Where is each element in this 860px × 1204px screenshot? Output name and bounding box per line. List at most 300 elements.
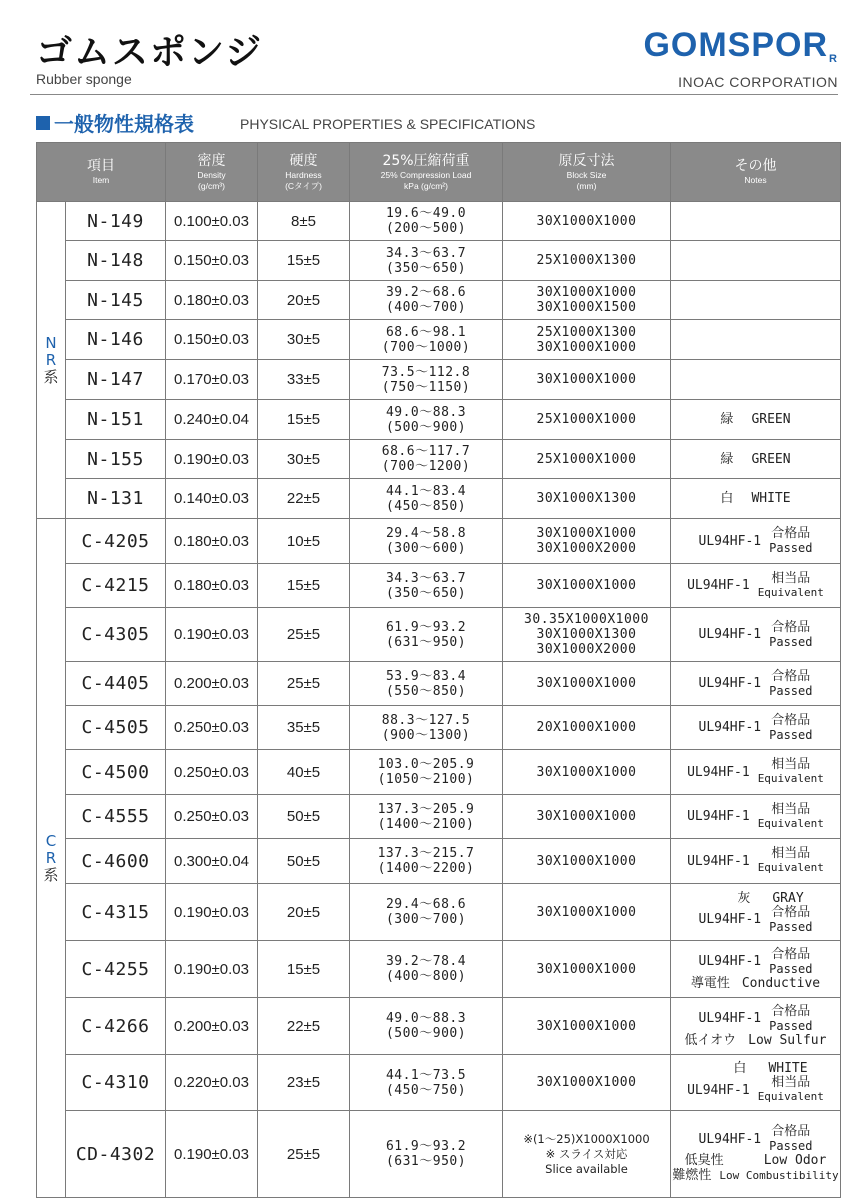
cell-block-size	[503, 750, 671, 795]
ul-rating: UL94HF-1	[687, 1082, 750, 1098]
notes-line	[671, 1005, 840, 1033]
cell-item: N-145	[66, 281, 166, 320]
cell-notes	[671, 1055, 841, 1111]
cell-block-size	[503, 1055, 671, 1111]
cell-item: C-4505	[66, 706, 166, 750]
notes-line	[671, 714, 840, 742]
cell-hardness: 30±5	[258, 320, 350, 360]
cell-notes	[671, 884, 841, 941]
section-title-en: PHYSICAL PROPERTIES & SPECIFICATIONS	[240, 116, 536, 132]
grade-jp: 合格品	[771, 619, 811, 635]
grade-label	[769, 1125, 812, 1153]
load-value: (400～700)	[385, 300, 467, 315]
load-value: 61.9～93.2	[385, 619, 467, 635]
cell-block-size	[503, 564, 671, 608]
cell-hardness: 8±5	[258, 202, 350, 241]
grade-jp: 相当品	[771, 846, 811, 861]
color-en: GREEN	[751, 412, 791, 427]
cell-density: 0.220±0.03	[166, 1055, 258, 1111]
table-row	[37, 839, 841, 884]
size-value: 30X1000X1300	[536, 627, 637, 642]
cell-density: 0.140±0.03	[166, 479, 258, 519]
combustibility-en: Low Combustibility	[719, 1169, 839, 1182]
size-value: 30X1000X1500	[536, 300, 637, 315]
cell-hardness: 25±5	[258, 1111, 350, 1198]
cell-density: 0.150±0.03	[166, 320, 258, 360]
cell-compression-load	[350, 706, 503, 750]
grade-label	[758, 758, 824, 786]
cell-hardness: 50±5	[258, 839, 350, 884]
cell-item: N-151	[66, 400, 166, 440]
grade-en: Equivalent	[757, 816, 824, 830]
notes-line	[671, 1076, 840, 1104]
cell-item: C-4315	[66, 884, 166, 941]
notes-line	[671, 803, 840, 831]
grade-jp: 合格品	[771, 712, 811, 728]
cell-block-size	[503, 1111, 671, 1198]
table-row	[37, 706, 841, 750]
registered-mark: R	[829, 53, 838, 65]
group-kanji: 系	[43, 367, 59, 386]
notes-line	[671, 1125, 840, 1153]
cell-block-size	[503, 839, 671, 884]
cell-block-size	[503, 400, 671, 440]
size-value: 20X1000X1000	[536, 720, 637, 735]
grade-jp: 合格品	[771, 1003, 811, 1019]
property-en: Low Sulfur	[748, 1032, 827, 1048]
table-row	[37, 884, 841, 941]
table-row	[37, 1055, 841, 1111]
cell-density: 0.250±0.03	[166, 750, 258, 795]
grade-jp: 合格品	[771, 946, 811, 962]
grade-en: Passed	[769, 634, 813, 649]
notes-line	[671, 1168, 840, 1183]
cell-item: N-149	[66, 202, 166, 241]
grade-en: Equivalent	[757, 1090, 824, 1103]
ul-rating: UL94HF-1	[687, 809, 750, 824]
grade-en: Passed	[769, 727, 813, 742]
col-header-compression: 25%圧縮荷重 25% Compression Load kPa (g/cm²)	[350, 143, 503, 202]
color-jp: 緑	[720, 412, 734, 427]
size-value: 30X1000X2000	[536, 541, 637, 556]
cell-notes	[671, 795, 841, 839]
cell-compression-load	[350, 941, 503, 998]
cell-notes	[671, 241, 841, 281]
cell-compression-load	[350, 519, 503, 564]
cell-notes	[671, 440, 841, 479]
grade-label	[758, 847, 824, 875]
load-value: 137.3～215.7	[377, 846, 475, 861]
ul-rating: UL94HF-1	[698, 954, 762, 969]
load-value: (350～650)	[385, 260, 467, 276]
cell-notes	[671, 750, 841, 795]
cell-hardness: 15±5	[258, 941, 350, 998]
load-value: 103.0～205.9	[377, 757, 475, 772]
cell-density: 0.150±0.03	[166, 241, 258, 281]
table-row	[37, 1111, 841, 1198]
table-row	[37, 320, 841, 360]
size-value: 30X1000X1000	[536, 809, 637, 824]
table-row	[37, 241, 841, 281]
size-value: 30X1000X1000	[536, 526, 637, 541]
ul-rating: UL94HF-1	[698, 676, 762, 691]
cell-item: C-4215	[66, 564, 166, 608]
load-value: 29.4～58.8	[385, 526, 467, 541]
size-value: 25X1000X1000	[536, 412, 637, 427]
color-jp: 灰	[737, 890, 751, 906]
notes-line	[671, 527, 840, 555]
load-value: (1400～2200)	[377, 861, 475, 876]
grade-en: Equivalent	[757, 861, 824, 874]
table-row	[37, 662, 841, 706]
ul-rating: UL94HF-1	[687, 853, 750, 869]
table-header-row	[37, 143, 841, 202]
cell-density: 0.180±0.03	[166, 564, 258, 608]
color-jp: 白	[733, 1061, 747, 1076]
cell-compression-load	[350, 795, 503, 839]
load-value: 34.3～63.7	[385, 570, 467, 586]
section-title-jp: 一般物性規格表	[54, 112, 194, 136]
load-value: (300～600)	[385, 541, 467, 556]
ul-rating: UL94HF-1	[698, 1131, 762, 1147]
size-value: 25X1000X1300	[536, 324, 637, 340]
cell-density: 0.190±0.03	[166, 440, 258, 479]
cell-density: 0.190±0.03	[166, 608, 258, 662]
cell-hardness: 25±5	[258, 662, 350, 706]
cell-hardness: 15±5	[258, 564, 350, 608]
cell-notes	[671, 479, 841, 519]
cell-compression-load	[350, 662, 503, 706]
header-divider	[30, 94, 838, 95]
grade-en: Passed	[769, 961, 813, 976]
ul-rating: UL94HF-1	[698, 627, 762, 642]
load-value: (200～500)	[385, 221, 467, 236]
cell-block-size	[503, 519, 671, 564]
load-value: (500～900)	[385, 1026, 467, 1041]
notes-line	[671, 847, 840, 875]
cell-item: C-4405	[66, 662, 166, 706]
cell-item: C-4600	[66, 839, 166, 884]
notes-line	[671, 948, 840, 976]
table-row	[37, 202, 841, 241]
size-value: 30X1000X1000	[536, 961, 637, 977]
brand-name: GOMSPOR	[643, 26, 829, 64]
cell-density: 0.300±0.04	[166, 839, 258, 884]
cell-notes	[671, 608, 841, 662]
cell-notes	[671, 662, 841, 706]
notes-line	[671, 891, 840, 906]
notes-line	[671, 758, 840, 786]
cell-block-size	[503, 608, 671, 662]
load-value: (631～950)	[385, 634, 467, 650]
cell-compression-load	[350, 1055, 503, 1111]
group-kanji: 系	[43, 865, 59, 884]
cell-item: CD-4302	[66, 1111, 166, 1198]
cell-item: C-4500	[66, 750, 166, 795]
property-jp: 導電性	[690, 975, 730, 991]
combustibility-jp: 難燃性	[672, 1168, 712, 1183]
cell-compression-load	[350, 839, 503, 884]
load-value: 49.0～88.3	[385, 1011, 467, 1026]
grade-label	[758, 803, 824, 831]
cell-density: 0.190±0.03	[166, 941, 258, 998]
odor-jp: 低臭性	[684, 1153, 724, 1168]
cell-block-size	[503, 998, 671, 1055]
table-row	[37, 479, 841, 519]
size-value: 30X1000X1000	[536, 1018, 637, 1034]
cell-hardness: 22±5	[258, 998, 350, 1055]
size-note: ※ スライス対応	[545, 1146, 628, 1161]
cell-block-size	[503, 884, 671, 941]
size-value: 25X1000X1000	[536, 451, 637, 467]
col-header-item: 項目 Item	[37, 143, 166, 202]
load-value: (550～850)	[385, 683, 467, 699]
size-value: 30X1000X1000	[536, 853, 637, 869]
load-value: 88.3～127.5	[381, 712, 471, 728]
table-row	[37, 750, 841, 795]
table-row	[37, 608, 841, 662]
page-subtitle: Rubber sponge	[36, 71, 132, 87]
size-value: 30X1000X1000	[536, 676, 637, 691]
grade-jp: 相当品	[771, 570, 811, 586]
cell-hardness: 35±5	[258, 706, 350, 750]
notes-line	[671, 1153, 840, 1168]
grade-en: Equivalent	[757, 585, 824, 599]
cell-notes	[671, 202, 841, 241]
load-value: (500～900)	[385, 419, 467, 435]
grade-en: Equivalent	[757, 772, 824, 785]
cell-density: 0.100±0.03	[166, 202, 258, 241]
load-value: 68.6～117.7	[381, 444, 471, 459]
load-value: 68.6～98.1	[385, 324, 467, 340]
cell-notes	[671, 998, 841, 1055]
notes-line	[671, 1061, 840, 1076]
size-note: ※(1～25)X1000X1000	[523, 1131, 650, 1146]
load-value: 19.6～49.0	[385, 206, 467, 221]
table-row	[37, 519, 841, 564]
load-value: (1050～2100)	[377, 772, 475, 787]
grade-en: Passed	[769, 541, 813, 555]
load-value: (400～800)	[385, 969, 467, 984]
notes-line	[671, 452, 840, 467]
cell-notes	[671, 941, 841, 998]
cell-density: 0.170±0.03	[166, 360, 258, 400]
cell-hardness: 23±5	[258, 1055, 350, 1111]
spec-table	[36, 142, 841, 1198]
load-value: 49.0～88.3	[385, 404, 467, 420]
size-value: 25X1000X1300	[536, 253, 637, 268]
cell-compression-load	[350, 1111, 503, 1198]
table-row	[37, 564, 841, 608]
table-row	[37, 440, 841, 479]
cell-compression-load	[350, 479, 503, 519]
load-value: (350～650)	[385, 585, 467, 601]
table-row	[37, 281, 841, 320]
cell-block-size	[503, 941, 671, 998]
load-value: 34.3～63.7	[385, 245, 467, 261]
ul-rating: UL94HF-1	[698, 533, 762, 549]
cell-hardness: 50±5	[258, 795, 350, 839]
cell-block-size	[503, 479, 671, 519]
ul-rating: UL94HF-1	[687, 578, 750, 593]
notes-line	[671, 491, 840, 506]
grade-jp: 合格品	[771, 526, 811, 541]
color-en: GRAY	[772, 890, 804, 906]
size-value: 30X1000X2000	[536, 642, 637, 657]
load-value: 39.2～68.6	[385, 285, 467, 300]
notes-line	[671, 906, 840, 934]
load-value: (1400～2100)	[377, 816, 475, 832]
cell-item: N-148	[66, 241, 166, 281]
group-letter: R	[45, 848, 57, 867]
company-name: INOAC CORPORATION	[678, 74, 838, 90]
load-value: 73.5～112.8	[381, 364, 471, 380]
cell-block-size	[503, 320, 671, 360]
cell-block-size	[503, 706, 671, 750]
cell-hardness: 15±5	[258, 400, 350, 440]
grade-jp: 合格品	[771, 1124, 811, 1139]
size-value: 30X1000X1000	[536, 764, 637, 780]
size-value: 30X1000X1000	[536, 372, 637, 387]
notes-line	[671, 976, 840, 991]
grade-en: Passed	[769, 683, 813, 698]
cell-compression-load	[350, 564, 503, 608]
ul-rating: UL94HF-1	[687, 764, 750, 780]
group-label-cr	[37, 519, 66, 1198]
load-value: 44.1～83.4	[385, 483, 467, 499]
table-row	[37, 795, 841, 839]
grade-en: Passed	[769, 1139, 813, 1153]
load-value: (300～700)	[385, 912, 467, 927]
table-row	[37, 360, 841, 400]
size-note: Slice available	[545, 1161, 628, 1176]
cell-item: C-4555	[66, 795, 166, 839]
cell-hardness: 40±5	[258, 750, 350, 795]
cell-item: C-4310	[66, 1055, 166, 1111]
col-header-block-size: 原反寸法 Block Size (mm)	[503, 143, 671, 202]
grade-label	[758, 1076, 824, 1104]
cell-compression-load	[350, 750, 503, 795]
cell-compression-load	[350, 202, 503, 241]
grade-label	[769, 906, 812, 934]
load-value: 44.1～73.5	[385, 1067, 467, 1083]
cell-block-size	[503, 202, 671, 241]
color-en: GREEN	[751, 451, 791, 467]
cell-notes	[671, 320, 841, 360]
table-row	[37, 400, 841, 440]
load-value: 53.9～83.4	[385, 668, 467, 684]
col-header-density: 密度 Density (g/cm³)	[166, 143, 258, 202]
cell-item: N-131	[66, 479, 166, 519]
grade-label	[758, 572, 824, 600]
grade-jp: 合格品	[771, 904, 811, 920]
brand-logo	[643, 26, 838, 65]
grade-label	[769, 714, 812, 742]
cell-notes	[671, 281, 841, 320]
cell-block-size	[503, 281, 671, 320]
load-value: 29.4～68.6	[385, 897, 467, 912]
cell-hardness: 22±5	[258, 479, 350, 519]
ul-rating: UL94HF-1	[698, 720, 762, 735]
cell-density: 0.250±0.03	[166, 795, 258, 839]
grade-jp: 合格品	[771, 668, 811, 684]
property-en: Conductive	[741, 975, 821, 991]
cell-notes	[671, 564, 841, 608]
cell-notes	[671, 519, 841, 564]
cell-compression-load	[350, 608, 503, 662]
notes-line	[671, 670, 840, 698]
load-value: 61.9～93.2	[385, 1139, 467, 1154]
color-en: WHITE	[751, 491, 791, 506]
cell-item: C-4305	[66, 608, 166, 662]
table-body	[37, 202, 841, 1198]
cell-density: 0.180±0.03	[166, 281, 258, 320]
page-title: ゴムスポンジ	[36, 32, 264, 73]
ul-rating: UL94HF-1	[698, 912, 762, 927]
cell-hardness: 10±5	[258, 519, 350, 564]
size-value: 30X1000X1000	[536, 1075, 637, 1090]
cell-block-size	[503, 241, 671, 281]
cell-density: 0.200±0.03	[166, 662, 258, 706]
property-jp: 低イオウ	[684, 1032, 737, 1048]
color-jp: 白	[720, 491, 734, 506]
size-value: 30.35X1000X1000	[524, 612, 649, 627]
cell-density: 0.250±0.03	[166, 706, 258, 750]
cell-compression-load	[350, 320, 503, 360]
cell-item: C-4266	[66, 998, 166, 1055]
grade-label	[769, 527, 812, 555]
notes-line	[671, 621, 840, 649]
cell-item: C-4255	[66, 941, 166, 998]
cell-hardness: 33±5	[258, 360, 350, 400]
cell-compression-load	[350, 440, 503, 479]
col-header-notes: その他 Notes	[671, 143, 841, 202]
cell-block-size	[503, 662, 671, 706]
square-bullet-icon	[36, 116, 50, 130]
cell-notes	[671, 839, 841, 884]
load-value: (700～1000)	[381, 339, 471, 355]
cell-block-size	[503, 440, 671, 479]
cell-item: C-4205	[66, 519, 166, 564]
notes-line	[671, 1033, 840, 1048]
cell-density: 0.180±0.03	[166, 519, 258, 564]
cell-compression-load	[350, 998, 503, 1055]
table-row	[37, 941, 841, 998]
cell-block-size	[503, 795, 671, 839]
cell-hardness: 20±5	[258, 281, 350, 320]
load-value: (900～1300)	[381, 727, 471, 743]
cell-compression-load	[350, 360, 503, 400]
cell-block-size	[503, 360, 671, 400]
load-value: (631～950)	[385, 1154, 467, 1169]
grade-label	[769, 670, 812, 698]
cell-item: N-146	[66, 320, 166, 360]
cell-notes	[671, 1111, 841, 1198]
cell-hardness: 15±5	[258, 241, 350, 281]
cell-item: N-155	[66, 440, 166, 479]
group-letter: N	[45, 333, 57, 352]
cell-density: 0.240±0.04	[166, 400, 258, 440]
cell-compression-load	[350, 400, 503, 440]
cell-notes	[671, 400, 841, 440]
ul-rating: UL94HF-1	[698, 1011, 762, 1026]
table-row	[37, 998, 841, 1055]
cell-density: 0.190±0.03	[166, 884, 258, 941]
load-value: (750～1150)	[381, 379, 471, 395]
grade-jp: 相当品	[771, 801, 811, 817]
size-value: 30X1000X1000	[536, 904, 637, 920]
cell-hardness: 25±5	[258, 608, 350, 662]
